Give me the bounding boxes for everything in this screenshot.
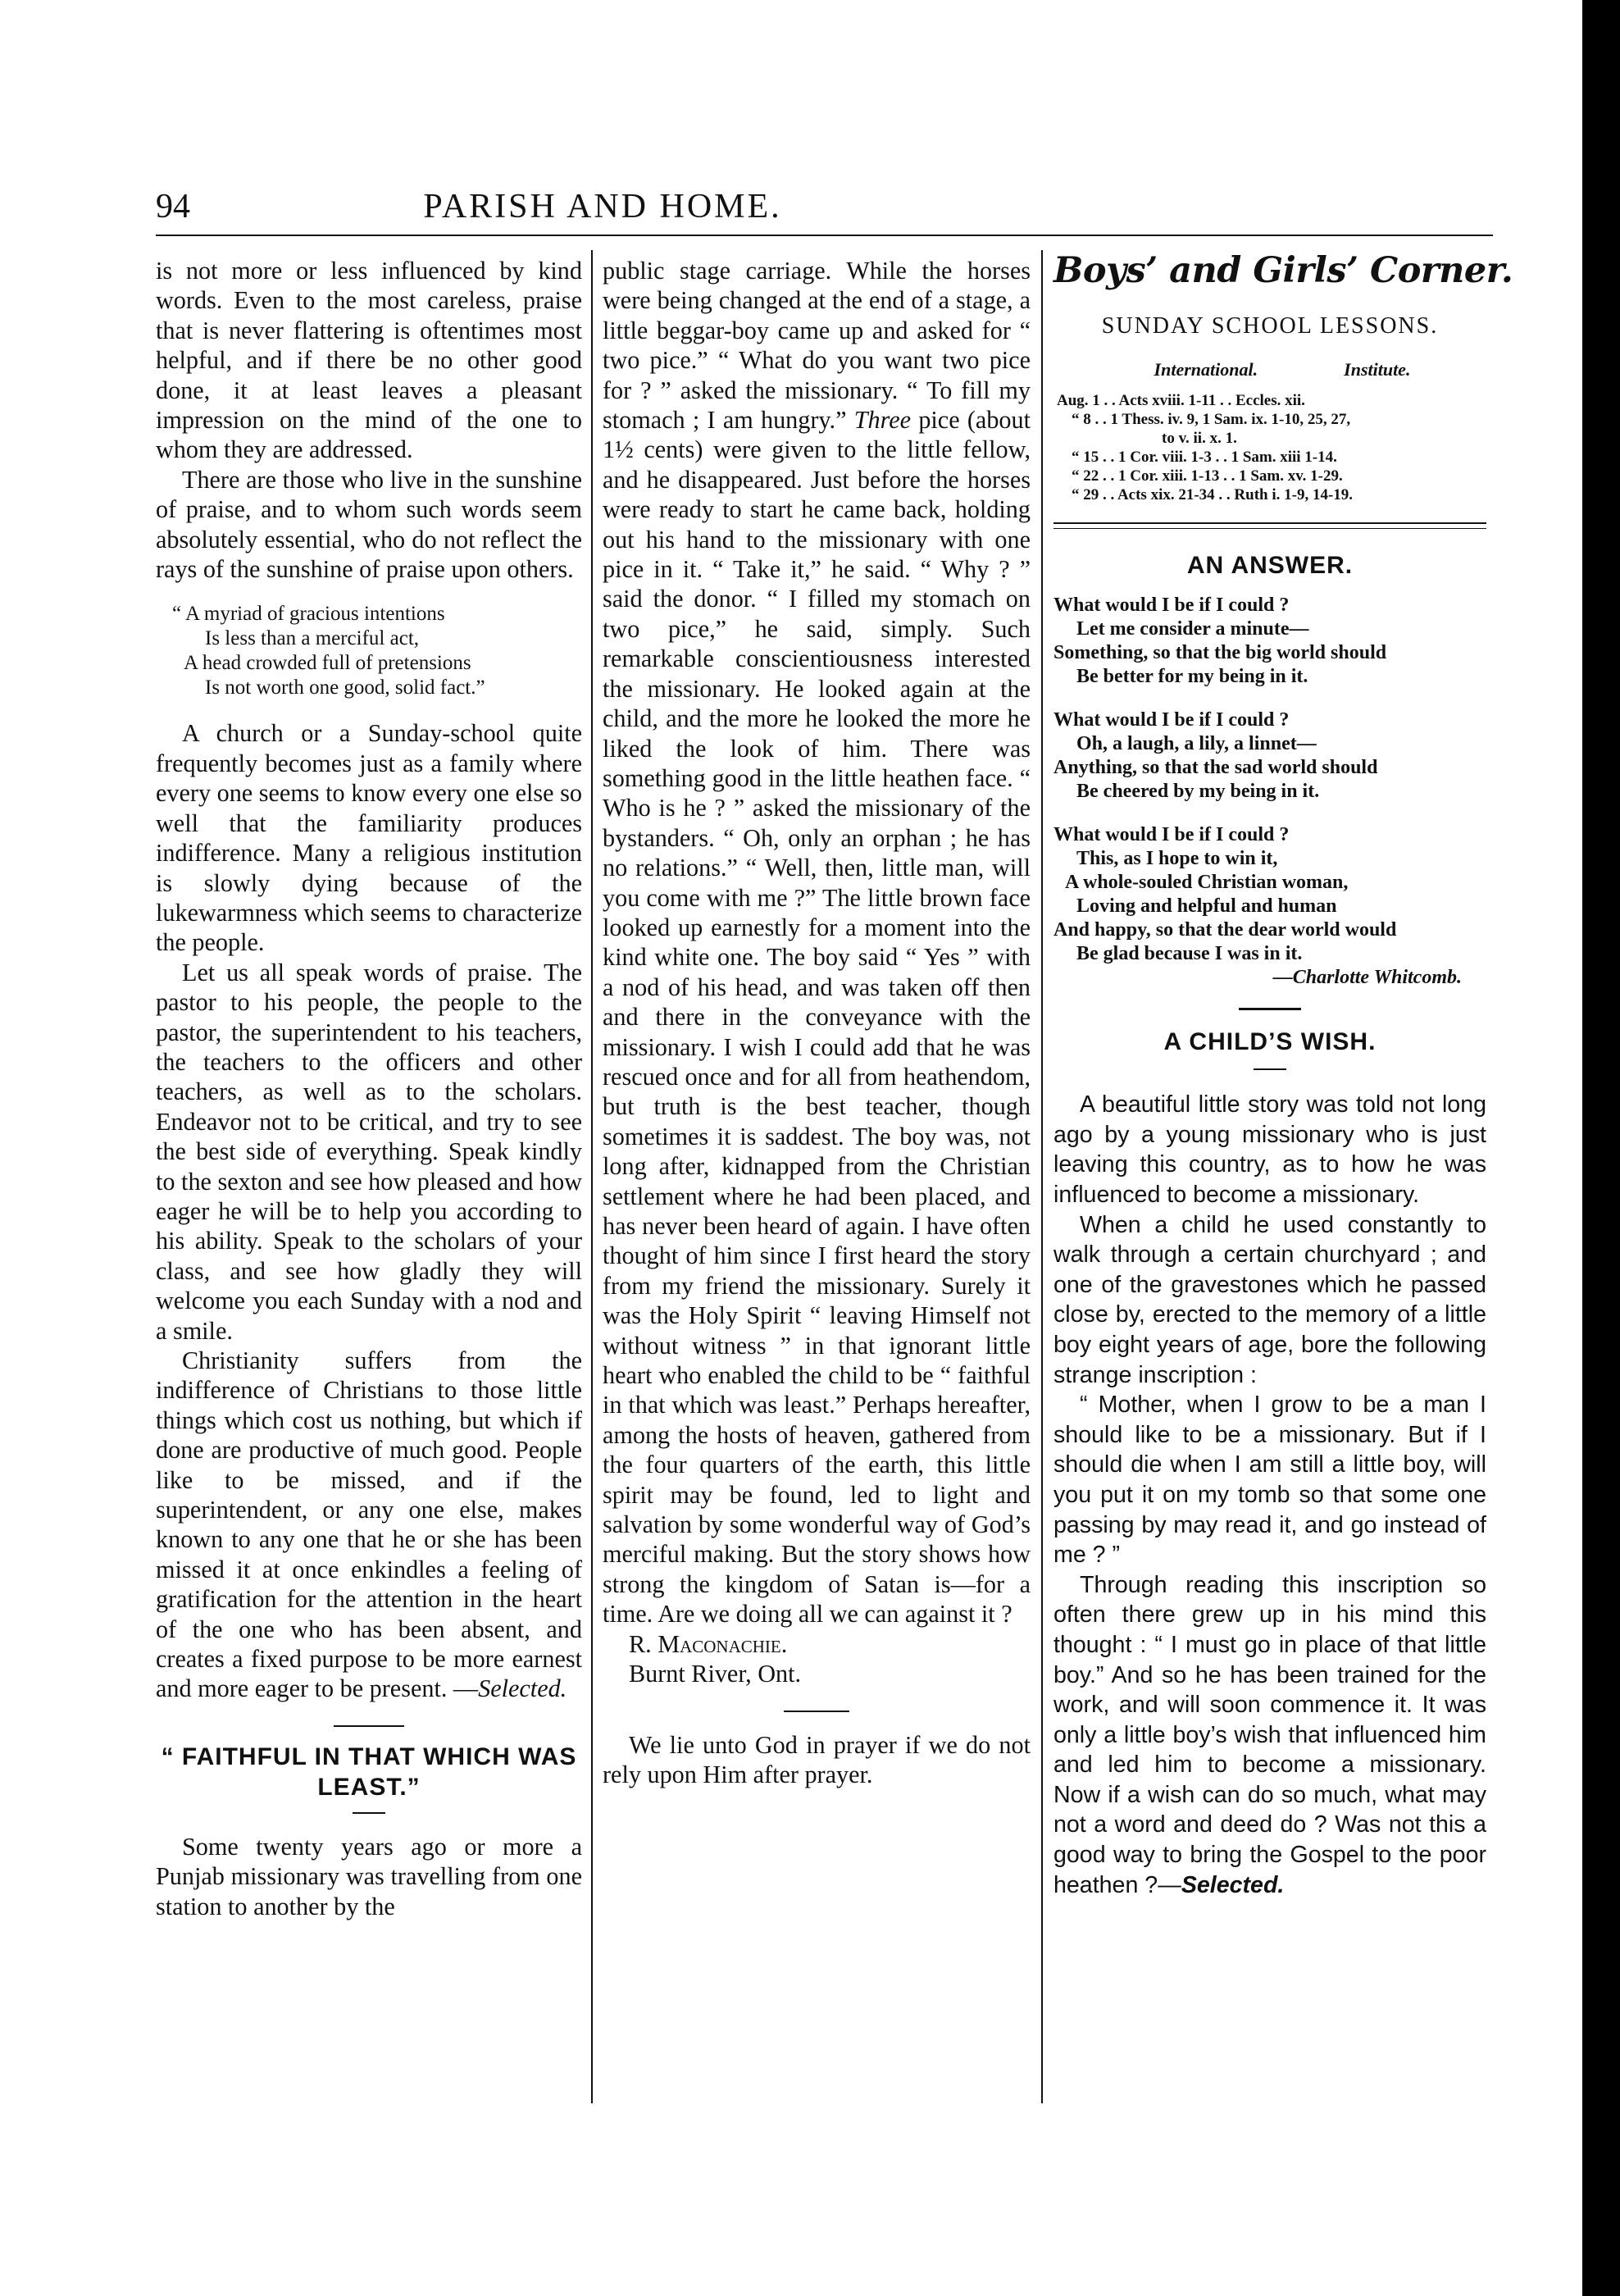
lesson-row: Aug. 1 . . Acts xviii. 1-11 . . Eccles. xii. bbox=[1057, 392, 1305, 410]
verse-line: What would I be if I could ? bbox=[1053, 594, 1290, 617]
verse-line: Is not worth one good, solid fact.” bbox=[205, 676, 485, 699]
verse-line: A whole-souled Christian woman, bbox=[1065, 872, 1349, 894]
column-3 bbox=[1053, 250, 1513, 1900]
paragraph-text: Christianity suffers from the indifference of Christians to those little things which cost us nothing, but which if done are productive of much good. People like to be missed, and if the superintendent, or any one else, makes known to any one that he or she has been missed it at once enkindles a feeling of gratification for the attention in the heart of the one who has been absent, and creates a fixed purpose to be more earnest and more eager to be present. — bbox=[156, 1346, 582, 1703]
article-heading: A CHILD’S WISH. bbox=[1163, 1028, 1377, 1056]
paragraph bbox=[156, 1346, 582, 1704]
page-title: PARISH AND HOME. bbox=[423, 188, 782, 226]
lesson-row: “ 15 . . 1 Cor. viii. 1-3 . . 1 Sam. xiii 1-14. bbox=[1072, 449, 1337, 467]
verse-line: Is less than a merciful act, bbox=[205, 627, 420, 650]
poem-credit: —Charlotte Whitcomb. bbox=[1272, 967, 1462, 989]
lessons-subhead: International. bbox=[1154, 358, 1258, 380]
lessons-subheads bbox=[1111, 355, 1454, 385]
page-number: 94 bbox=[156, 188, 190, 226]
verse-line: This, as I hope to win it, bbox=[1076, 848, 1278, 870]
paragraph: is not more or less influenced by kind words. Even to the most careless, praise that is never flattering is oftentimes most helpful, and if there be no other good done, it at least leaves a pleasant impression on the mind of the one to whom they are addressed. bbox=[156, 257, 582, 464]
section-separator bbox=[784, 1711, 849, 1712]
lessons-table bbox=[1057, 391, 1486, 504]
verse-line: Be cheered by my being in it. bbox=[1076, 781, 1320, 803]
verse-line: And happy, so that the dear world would bbox=[1053, 919, 1397, 941]
paragraph: When a child he used constantly to walk through a certain churchyard ; and one of the gravestones which he passed close by, erected to the memory of a little boy eight years of age, bore the following strange inscription : bbox=[1053, 1211, 1486, 1388]
italic-word: Three bbox=[853, 406, 912, 435]
selected-credit: Selected. bbox=[478, 1674, 567, 1703]
paragraph: “ Mother, when I grow to be a man I should like to be a missionary. But if I should die when I am still a little boy, will you put it on my tomb so that some one passing by may read it, and go instead of me ? ” bbox=[1053, 1392, 1486, 1569]
paragraph bbox=[1053, 1570, 1486, 1901]
heading-dash bbox=[353, 1812, 385, 1814]
lesson-row: to v. ii. x. 1. bbox=[1162, 430, 1237, 448]
verse-line: Anything, so that the sad world should bbox=[1053, 757, 1378, 779]
corner-title: Boys’ and Girls’ Corner. bbox=[1053, 250, 1513, 291]
column-1 bbox=[156, 256, 582, 1921]
verse-line: “ A myriad of gracious intentions bbox=[172, 603, 445, 626]
verse-line: Let me consider a minute— bbox=[1076, 618, 1309, 640]
verse-line: Something, so that the big world should bbox=[1053, 642, 1387, 664]
page-header bbox=[156, 187, 1049, 228]
paragraph-text: Through reading this inscription so often there grew up in his mind this thought : “ I must go in place of that little boy.” And so he has been trained for the work, and will soon commence it. It was only a little boy’s wish that influenced him and led him to become a missionary. Now if a wish can do so much, what may not a word and deed do ? Was not this a good way to bring the Gospel to the poor heathen ?— bbox=[1053, 1571, 1486, 1898]
stanza bbox=[1053, 823, 1486, 966]
verse-line: What would I be if I could ? bbox=[1053, 709, 1290, 731]
header-rule bbox=[156, 235, 1493, 236]
paragraph: Some twenty years ago or more a Punjab missionary was travelling from one station to another by the bbox=[156, 1832, 582, 1920]
lessons-subhead: Institute. bbox=[1344, 358, 1411, 380]
column-divider-2 bbox=[1041, 250, 1043, 2103]
column-2 bbox=[603, 256, 1031, 1789]
verse-line: A head crowded full of pretensions bbox=[184, 652, 471, 675]
stanza bbox=[1053, 594, 1486, 689]
section-separator bbox=[1239, 1008, 1301, 1010]
paragraph: There are those who live in the sunshine of praise, and to whom such words seem absolutely essential, who do not reflect the rays of the sunshine of praise upon others. bbox=[156, 465, 582, 584]
lesson-row: “ 8 . . 1 Thess. iv. 9, 1 Sam. ix. 1-10, 25, 27, bbox=[1072, 411, 1351, 429]
verse-line: Loving and helpful and human bbox=[1076, 895, 1337, 918]
scan-edge-bar bbox=[1582, 0, 1620, 2296]
paragraph: We lie unto God in prayer if we do not rely upon Him after prayer. bbox=[603, 1730, 1031, 1788]
paragraph: A church or a Sunday-school quite frequently becomes just as a family where every one seems to know every one else so well that the familiarity produces indifference. Many a religious institution is slowly dying because of the lukewarmness which seems to characterize the people. bbox=[156, 719, 582, 957]
lesson-row: “ 29 . . Acts xix. 21-34 . . Ruth i. 1-9, 14-19. bbox=[1072, 486, 1354, 504]
selected-credit: Selected. bbox=[1181, 1871, 1285, 1898]
article-heading: “ FAITHFUL IN THAT WHICH WAS LEAST.” bbox=[161, 1742, 577, 1801]
verse-line: Be better for my being in it. bbox=[1076, 666, 1308, 688]
column-divider-1 bbox=[591, 250, 593, 2103]
answer-poem bbox=[1053, 594, 1486, 990]
paragraph-text: public stage carriage. While the horses were being changed at the end of a stage, a little beggar-boy came up and asked for “ two pice.” “ What do you want two pice for ? ” asked the missionary. “ To fill my stomach ; I am hungry.” bbox=[603, 257, 1031, 435]
author-place: Burnt River, Ont. bbox=[629, 1660, 802, 1688]
verse-quote bbox=[172, 602, 582, 700]
verse-line: Be glad because I was in it. bbox=[1076, 943, 1303, 965]
poem-heading: AN ANSWER. bbox=[1186, 552, 1354, 580]
verse-line: What would I be if I could ? bbox=[1053, 824, 1290, 846]
lesson-row: “ 22 . . 1 Cor. xiii. 1-13 . . 1 Sam. xv. 1-29. bbox=[1072, 467, 1343, 485]
lessons-title: SUNDAY SCHOOL LESSONS. bbox=[1101, 313, 1439, 339]
double-rule bbox=[1053, 522, 1486, 529]
paragraph-text: pice (about 1½ cents) were given to the little fellow, and he disappeared. Just before the horses were ready to start he came back, holding out his hand to the missionary with one pice in it. “ Take it,” he said. “ Why ? ” said the donor. “ I filled my stomach on two pice,” he said, simply. Such remarkable conscientiousness interested the missionary. He looked again at the child, and the more he looked the more he liked the look of him. There was something good in the little heathen face. “ Who is he ? ” asked the missionary of the bystanders. “ Oh, only an orphan ; he has no relations.” “ Well, then, little man, will you come with me ?” The little brown face looked up earnestly for a moment into the kind white one. The boy said “ Yes ” with a nod of his head, and was taken off then and there in the conveyance with the missionary. I wish I could add that he was rescued once and for all from heathendom, but truth is the best teacher, though sometimes it is saddest. The boy was, not long after, kidnapped from the Christian settlement where he had been placed, and has never been heard of again. I have often thought of him since I first heard the story from my friend the missionary. Surely it was the Holy Spirit “ leaving Himself not without witness ” in that ignorant little heart who enabled the child to be “ faithful in that which was least.” Perhaps hereafter, among the hosts of heaven, gathered from the four quarters of the earth, this little spirit may be found, led to light and salvation by some wonderful way of God’s merciful making. But the story shows how strong the kingdom of Satan is—for a time. Are we doing all we can against it ? bbox=[603, 406, 1031, 1629]
wish-article bbox=[1053, 1090, 1486, 1900]
paragraph: A beautiful little story was told not long ago by a young missionary who is just leaving this country, as to how he was influenced to become a missionary. bbox=[1053, 1091, 1486, 1208]
verse-line: Oh, a laugh, a lily, a linnet— bbox=[1076, 733, 1317, 755]
heading-dash bbox=[1254, 1068, 1286, 1070]
stanza bbox=[1053, 708, 1486, 804]
section-separator bbox=[334, 1725, 404, 1727]
author-signature: R. Maconachie. bbox=[629, 1629, 788, 1658]
paragraph bbox=[603, 256, 1031, 1629]
paragraph: Let us all speak words of praise. The pastor to his people, the people to the pastor, the superintendent to his teachers, the teachers to the officers and other teachers, as well as to the scholars. Endeavor not to be critical, and try to see the best side of everything. Speak kindly to the sexton and see how pleased and how eager he will be to help you according to his ability. Speak to the scholars of your class, and see how gladly they will welcome you each Sunday with a nod and a smile. bbox=[156, 958, 582, 1345]
